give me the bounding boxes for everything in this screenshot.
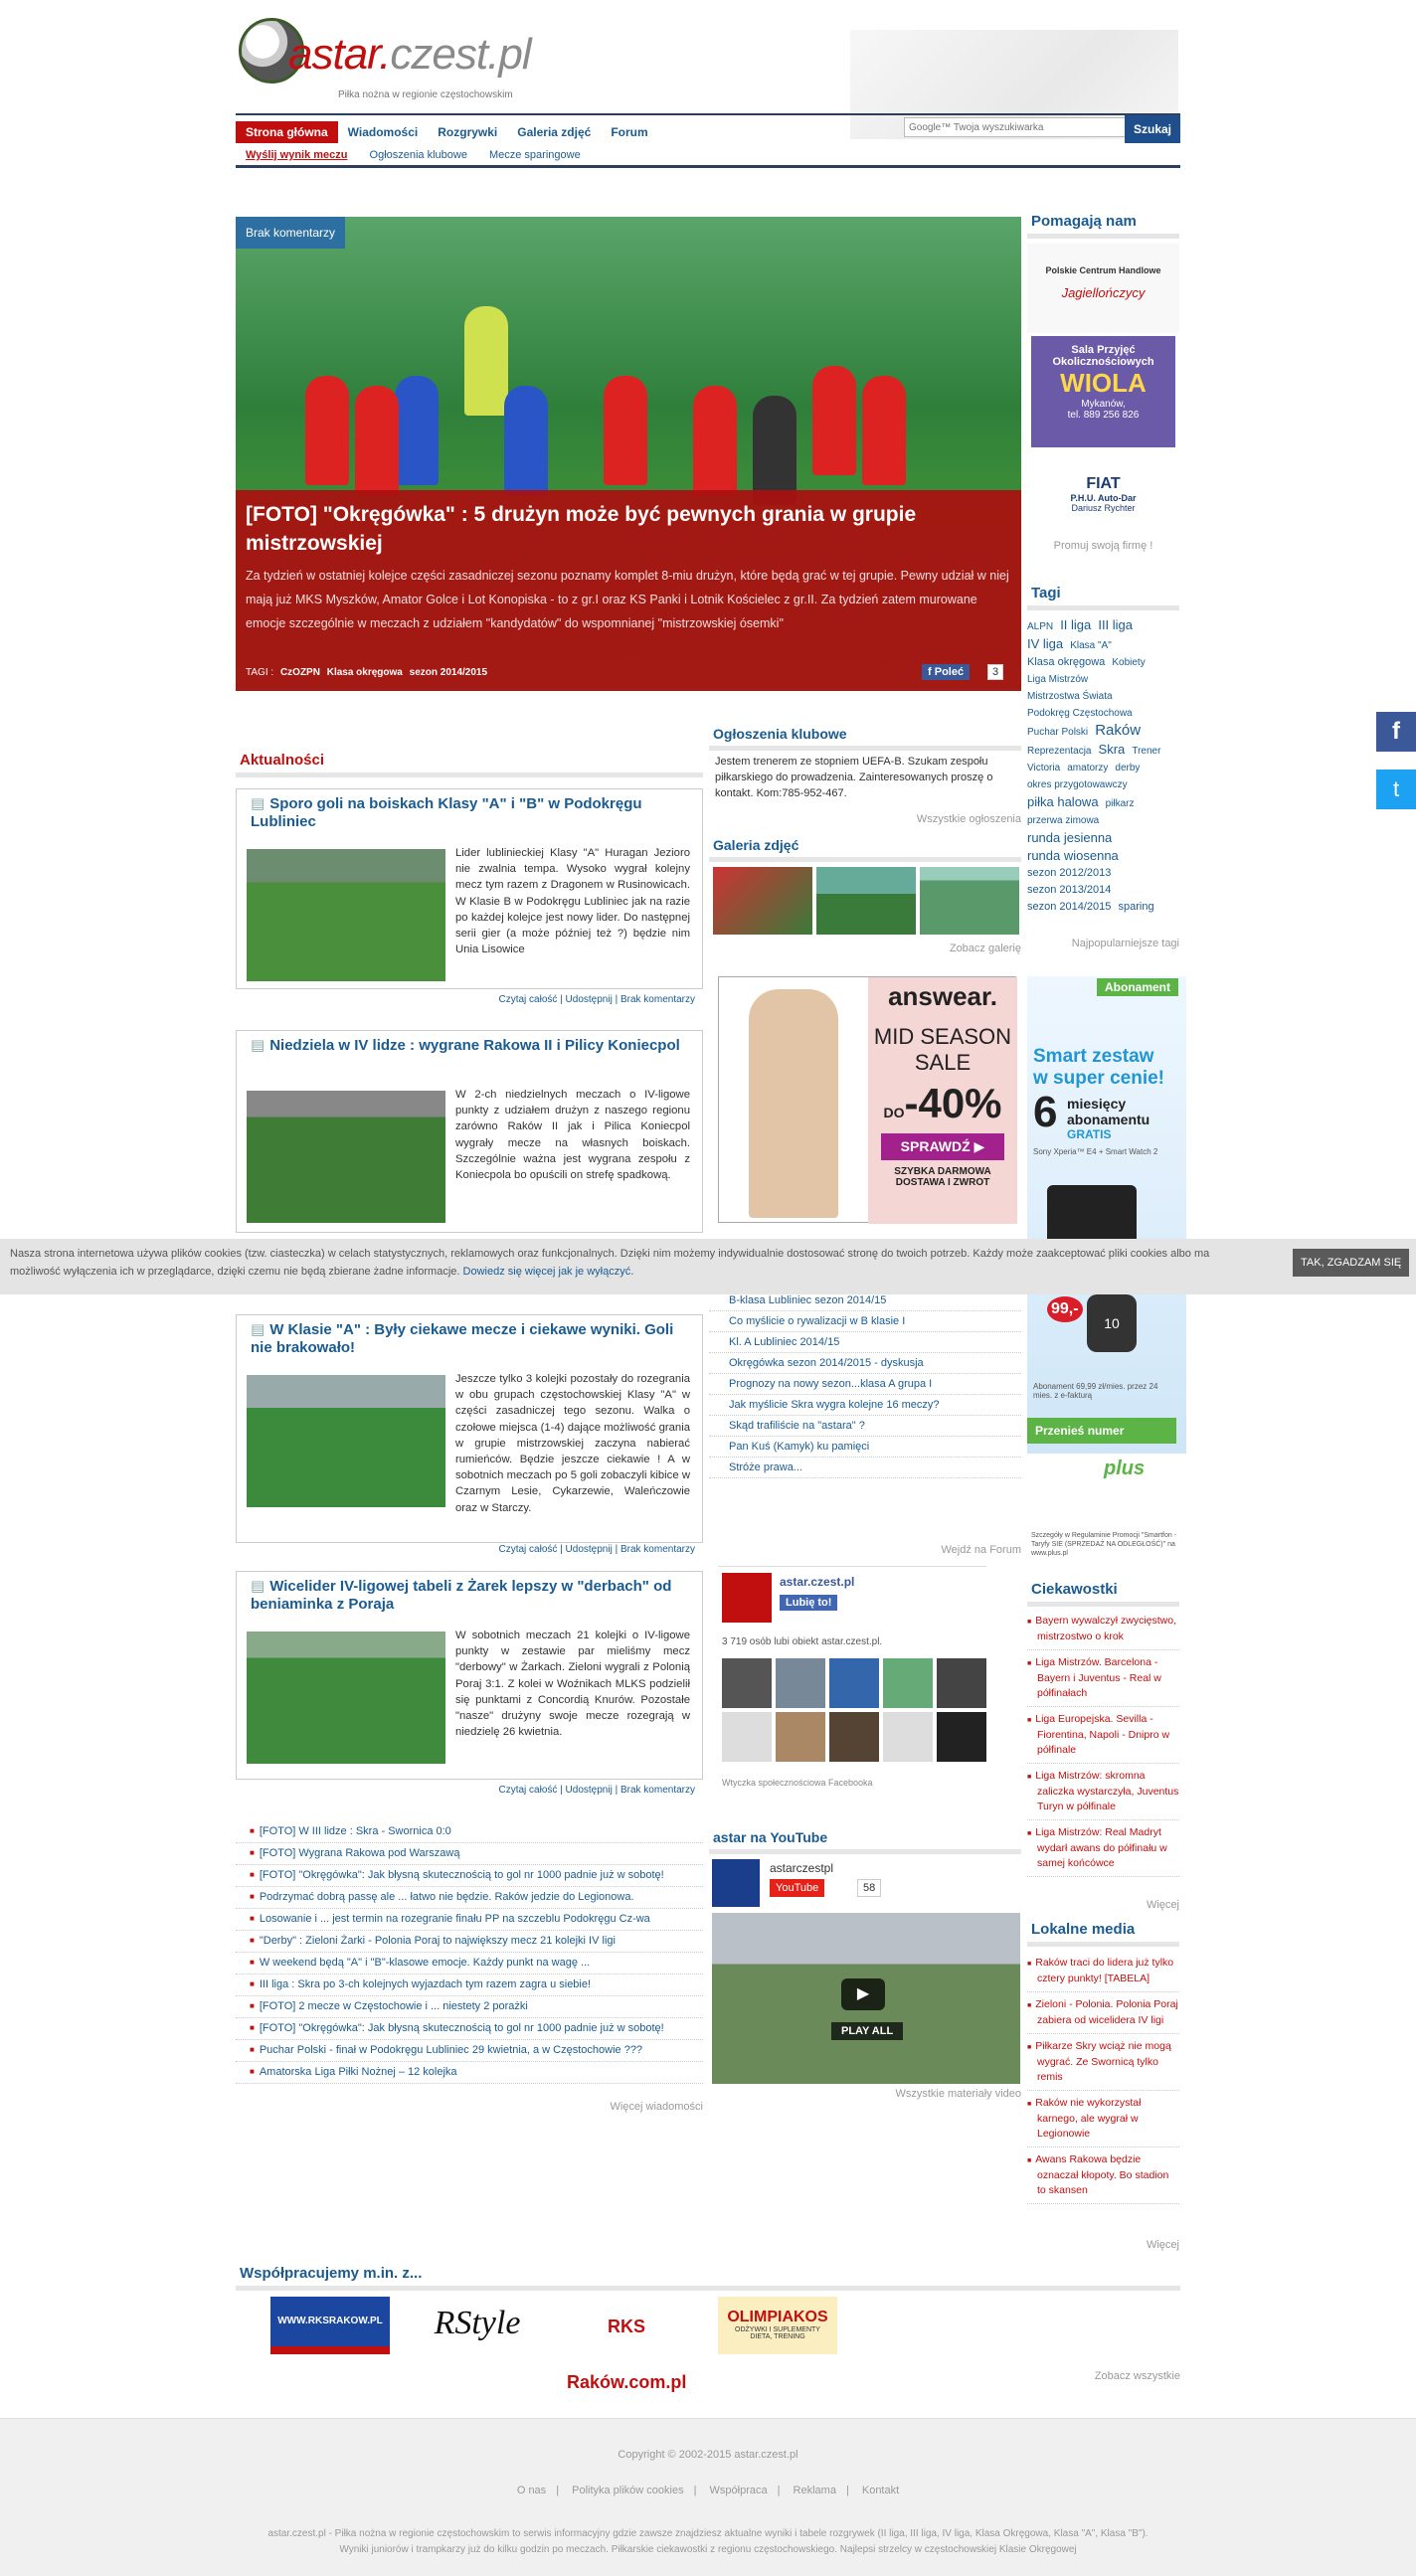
youtube-channel-name[interactable]: astarczestpl xyxy=(770,1861,834,1875)
banner-discount: -40% xyxy=(904,1080,1002,1126)
sponsors-heading: Pomagają nam xyxy=(1027,209,1179,239)
tag-link[interactable]: Reprezentacja xyxy=(1027,746,1092,757)
fb-page-name[interactable]: astar.czest.pl xyxy=(780,1575,855,1589)
tag-link[interactable]: amatorzy xyxy=(1067,763,1109,773)
news-footer[interactable]: Czytaj całość | Udostępnij | Brak komentarzy xyxy=(498,1785,695,1796)
news-heading: Aktualności xyxy=(236,748,703,777)
sponsor-fiat[interactable] xyxy=(1027,465,1179,525)
forum-topic[interactable]: B-klasa Lubliniec sezon 2014/15 xyxy=(709,1290,1021,1311)
hero-slider[interactable] xyxy=(236,217,1021,691)
sponsor-line: Mykanów, xyxy=(1081,399,1126,410)
share-label: Poleć xyxy=(934,666,965,678)
gallery-thumb[interactable] xyxy=(920,867,1019,935)
list-item[interactable]: ■ Amatorska Liga Piłki Nożnej – 12 kolejka xyxy=(236,2062,703,2084)
sponsor-line: WIOLA xyxy=(1060,368,1147,398)
search-box xyxy=(900,115,1178,143)
tag-link[interactable]: sezon 2014/2015 xyxy=(1027,901,1112,913)
youtube-widget xyxy=(712,1859,1020,2084)
list-item[interactable]: ■ Zieloni - Polonia. Polonia Poraj zabiera od wicelidera IV ligi xyxy=(1027,1992,1179,2034)
hero-tag[interactable]: sezon 2014/2015 xyxy=(409,667,488,678)
news-title[interactable]: ▤ Sporo goli na boiskach Klasy "A" i "B" w Podokręgu Lubliniec xyxy=(247,795,692,831)
ad-line: Sony Xperia™ E4 + Smart Watch 2 xyxy=(1033,1147,1158,1156)
nav-gallery[interactable]: Galeria zdjęć xyxy=(517,125,592,139)
ad-line: miesięcy xyxy=(1067,1096,1127,1112)
hero-tag[interactable]: Klasa okręgowa xyxy=(326,667,403,678)
news-thumbnail[interactable] xyxy=(247,849,445,981)
list-item[interactable]: ■ [FOTO] "Okręgówka": Jak błysną skutecznością to gol nr 1000 padnie już w sobotę! xyxy=(236,1865,703,1887)
news-thumbnail[interactable] xyxy=(247,1091,445,1223)
footer-about-2: Wyniki juniorów i trampkarzy już do kilku godzin po meczach. Piłkarskie ciekawostki z regionu częstochowskiego. Najlepsi strzelcy w częstochowskiej Klasie Okręgowej xyxy=(339,2544,1077,2555)
tags-heading: Tagi xyxy=(1027,581,1179,610)
sponsor-line: P.H.U. Auto-Dar xyxy=(1070,493,1137,503)
share-count: 3 xyxy=(987,664,1003,680)
list-item[interactable]: ■ Losowanie i ... jest termin na rozegranie finału PP na szczeblu Podokręgu Cz-wa xyxy=(236,1909,703,1931)
forum-topic[interactable]: Co myślicie o rywalizacji w B klasie I xyxy=(709,1311,1021,1332)
youtube-heading: astar na YouTube xyxy=(709,1825,1021,1854)
plus-ad-banner[interactable] xyxy=(1027,976,1186,1454)
tag-link[interactable]: II liga xyxy=(1060,617,1092,632)
ad-line: abonamentu xyxy=(1067,1112,1150,1127)
tag-link[interactable]: sezon 2012/2013 xyxy=(1027,867,1112,879)
logo-text-1: astar. xyxy=(288,30,391,79)
banner-pre: DO xyxy=(883,1105,905,1120)
list-item[interactable]: ■ Liga Mistrzów: skromna zaliczka wystarczyła, Juventus Turyn w półfinale xyxy=(1027,1764,1179,1820)
cookie-bar xyxy=(0,1239,1416,1294)
hero-tag[interactable]: CzOZPN xyxy=(279,667,320,678)
news-excerpt: W 2-ch niedzielnych meczach o IV-ligowe punkty z udziałem drużyn z naszego regionu zarówno Raków II jak i Pilica Koniecpol wygrały mecze na własnych boiskach. Szczególnie ważna jest wygrana zespołu z Koniecpola bo opuścili on strefę spadkową. xyxy=(455,1089,690,1182)
hero-tags xyxy=(246,667,487,678)
footer-link[interactable]: Reklama xyxy=(793,2485,836,2496)
curiosities-list xyxy=(1027,1609,1179,1877)
list-item[interactable]: ■ Liga Europejska. Sevilla - Fiorentina, Napoli - Dnipro w półfinale xyxy=(1027,1707,1179,1764)
gallery-more-link[interactable]: Zobacz galerię xyxy=(949,943,1021,954)
list-item[interactable]: ■ [FOTO] W III lidze : Skra - Swornica 0:0 xyxy=(236,1821,703,1843)
news-card xyxy=(236,1571,703,1780)
youtube-subscriber-count: 58 xyxy=(857,1879,881,1897)
all-videos-link[interactable]: Wszystkie materiały video xyxy=(895,2088,1021,2100)
list-item[interactable]: ■ Awans Rakowa będzie oznaczał kłopoty. Bo stadion to skansen xyxy=(1027,2147,1179,2204)
forum-topic[interactable]: Jak myślicie Skra wygra kolejne 16 meczy? xyxy=(709,1395,1021,1416)
copyright: Copyright © 2002-2015 astar.czest.pl xyxy=(618,2449,798,2461)
sponsor-line: Dariusz Rychter xyxy=(1071,503,1136,513)
sponsor-jagiellonczycy[interactable] xyxy=(1027,244,1179,333)
tag-link[interactable]: Skra xyxy=(1098,742,1126,757)
tag-link[interactable]: Klasa okręgowa xyxy=(1027,656,1106,668)
more-news-link[interactable]: Więcej wiadomości xyxy=(610,2101,703,2113)
ad-badge: Abonament xyxy=(1097,978,1178,996)
popular-tags-link[interactable]: Najpopularniejsze tagi xyxy=(1071,938,1179,949)
ad-cta-button[interactable]: Przenieś numer xyxy=(1027,1418,1176,1444)
search-input[interactable] xyxy=(904,117,1129,137)
forum-topic[interactable]: Pan Kuś (Kamyk) ku pamięci xyxy=(709,1437,1021,1458)
subnav-send-result[interactable]: Wyślij wynik meczu xyxy=(246,149,348,161)
partner-rakow-com[interactable]: RKS Raków.com.pl xyxy=(567,2317,687,2392)
footer-links: O nas | Polityka plików cookies | Współpraca | Reklama | Kontakt xyxy=(516,2485,900,2496)
gallery-thumb[interactable] xyxy=(816,867,916,935)
fb-like-count: 3 719 osób lubi obiekt astar.czest.pl. xyxy=(722,1636,883,1647)
footer-link[interactable]: Polityka plików cookies xyxy=(572,2485,684,2496)
partners-heading: Współpracujemy m.in. z... xyxy=(236,2261,1180,2291)
list-item[interactable]: ■ [FOTO] "Okręgówka": Jak błysną skutecznością to gol nr 1000 padnie już w sobotę! xyxy=(236,2018,703,2040)
tag-link[interactable]: Kobiety xyxy=(1112,657,1146,668)
local-media-heading: Lokalne media xyxy=(1027,1917,1179,1947)
local-media-more-link[interactable]: Więcej xyxy=(1146,2239,1179,2251)
gallery-thumb[interactable] xyxy=(713,867,812,935)
cookie-accept-button[interactable]: TAK, ZGADZAM SIĘ xyxy=(1293,1249,1409,1277)
nav-competitions[interactable]: Rozgrywki xyxy=(438,125,498,139)
banner-footnote: SZYBKA DARMOWA DOSTAWA I ZWROT xyxy=(894,1166,991,1188)
cookie-message: Nasza strona internetowa używa plików cookies (tzw. ciasteczka) w celach statystycznych, reklamowych oraz funkcjonalnych. Dzięki nim możemy indywidualnie dostosować stronę do twoich potrzeb. Każdy może zaakceptować pliki cookies albo ma możliwość wyłączenia ich w przeglądarce, dzięki czemu nie będą zbierane żadne informacje. xyxy=(10,1248,1210,1278)
club-ads-heading: Ogłoszenia klubowe xyxy=(709,722,1021,751)
youtube-subscribe-button[interactable]: YouTube xyxy=(770,1879,824,1897)
tag-link[interactable]: Raków xyxy=(1095,722,1142,739)
dress-image xyxy=(749,989,838,1218)
news-footer[interactable]: Czytaj całość | Udostępnij | Brak komentarzy xyxy=(498,994,695,1005)
tag-link[interactable]: Mistrzostwa Świata xyxy=(1027,691,1113,702)
facebook-share-button[interactable] xyxy=(922,664,970,680)
tag-link[interactable]: Podokręg Częstochowa xyxy=(1027,708,1133,719)
tag-link[interactable]: IV liga xyxy=(1027,636,1064,651)
search-button[interactable]: Szukaj xyxy=(1125,115,1180,143)
sponsor-name: Jagiellończycy xyxy=(1061,285,1146,300)
banner-cta-button[interactable]: SPRAWDŹ ▶ xyxy=(881,1133,1004,1160)
news-title[interactable]: ▤ Wicelider IV-ligowej tabeli z Żarek lepszy w "derbach" od beniaminka z Poraja xyxy=(247,1578,692,1614)
partner-line: OLIMPIAKOS xyxy=(727,2309,828,2325)
news-excerpt: Jeszcze tylko 3 kolejki pozostały do rozegrania w obu grupach częstochowskiej Klasy "A" w części zasadniczej tego sezonu. Walka o czołowe miejsca (1-4) dające możliwość grania w grupie mistrzowskiej zaczyna nabierać rumieńców. Będzie jeszcze ciekawie ! A w sobotnich meczach po 5 goli zobaczyli kibice w Czarnym Lesie, Cykarzewie, Waleńczowie oraz w Starczy. xyxy=(455,1373,690,1514)
list-item[interactable]: ■ III liga : Skra po 3-ch kolejnych wyjazdach tym razem zagra u siebie! xyxy=(236,1975,703,1996)
ad-fineprint: Szczegóły w Regulaminie Promocji "Smartfon - Taryfy SIE (SPRZEDAŻ NA ODLEGŁOŚĆ)" na www.plus.pl xyxy=(1031,1532,1177,1557)
partner-rstyle[interactable]: RStyle xyxy=(434,2305,521,2341)
answear-banner[interactable] xyxy=(718,976,1016,1223)
sub-nav xyxy=(236,149,1180,168)
sponsor-line: FIAT xyxy=(1086,475,1121,492)
tag-link[interactable]: runda wiosenna xyxy=(1027,848,1119,863)
local-media-list xyxy=(1027,1951,1179,2204)
logo-text-2: czest.pl xyxy=(390,30,531,79)
list-item[interactable]: ■ Raków traci do lidera już tylko cztery punkty! [TABELA] xyxy=(1027,1951,1179,1992)
list-item[interactable]: ■ Piłkarze Skry wciąż nie mogą wygrać. Ze Swornicą tylko remis xyxy=(1027,2034,1179,2091)
facebook-icon[interactable]: f xyxy=(1376,712,1416,752)
news-card xyxy=(236,788,703,989)
news-card xyxy=(236,1314,703,1543)
forum-topic[interactable]: Stróże prawa... xyxy=(709,1458,1021,1478)
tag-link[interactable]: przerwa zimowa xyxy=(1027,815,1100,826)
banner-brand: answear. xyxy=(888,981,997,1011)
news-thumbnail[interactable] xyxy=(247,1631,445,1764)
news-excerpt: Lider lublinieckiej Klasy "A" Huragan Jezioro nie zwalnia tempa. Wysoko wygrał kolejny mecz tym razem z Dragonem w Rusinowicach. W Klasie B w Podokręgu Lubliniec jak na razie po każdej kolejce jest nowy lider. Do następnej serii gier (a może później też ?) będzie nim Unia Lisowice xyxy=(455,847,690,956)
news-list xyxy=(236,1821,703,2084)
footer-link[interactable]: O nas xyxy=(516,2485,547,2496)
footer-link[interactable]: Kontakt xyxy=(861,2485,900,2496)
sponsor-line: tel. 889 256 826 xyxy=(1067,410,1140,421)
curiosities-more-link[interactable]: Więcej xyxy=(1146,1899,1179,1911)
subnav-sparring[interactable]: Mecze sparingowe xyxy=(488,149,581,161)
news-title[interactable]: ▤ W Klasie "A" : Były ciekawe mecze i ciekawe wyniki. Goli nie brakowało! xyxy=(247,1321,692,1357)
tag-link[interactable]: sparing xyxy=(1118,901,1154,913)
list-item[interactable]: ■ Bayern wywalczył zwycięstwo, mistrzostwo o krok xyxy=(1027,1609,1179,1650)
forum-link[interactable]: Wejdź na Forum xyxy=(941,1544,1021,1556)
news-title[interactable]: ▤ Niedziela w IV lidze : wygrane Rakowa II i Pilicy Koniecpol xyxy=(247,1037,692,1055)
sponsor-line: Sala Przyjęć xyxy=(1071,344,1136,356)
footer-about: astar.czest.pl - Piłka nożna w regionie częstochowskim to serwis informacyjny gdzie zawsze znajdziesz aktualne wyniki i tabele rozgrywek (II liga, III liga, IV liga, Klasa Okręgowa, Klasa "A", Klasa "B"). xyxy=(267,2528,1149,2539)
promote-link[interactable]: Promuj swoją firmę ! xyxy=(1053,540,1153,552)
youtube-channel-avatar[interactable] xyxy=(712,1859,760,1907)
site-tagline: Piłka nożna w regionie częstochowskim xyxy=(338,89,513,100)
list-item[interactable]: ■ Raków nie wykorzystał karnego, ale wygrał w Legionowie xyxy=(1027,2091,1179,2147)
tag-link[interactable]: Trener xyxy=(1132,746,1161,757)
hero-title[interactable]: [FOTO] "Okręgówka" : 5 drużyn może być pewnych grania w grupie mistrzowskiej xyxy=(246,503,917,555)
tag-cloud xyxy=(1027,616,1179,916)
partner-rksrakow[interactable]: WWW.RKSRAKOW.PL xyxy=(270,2297,390,2354)
ad-line: w super cenie! xyxy=(1033,1068,1164,1089)
nav-home[interactable]: Strona główna xyxy=(236,121,338,143)
list-item[interactable]: ■ Liga Mistrzów: Real Madryt wydarł awans do półfinału w samej końcówce xyxy=(1027,1820,1179,1877)
banner-line2: SALE xyxy=(914,1050,972,1075)
youtube-player[interactable] xyxy=(712,1913,1020,2084)
news-card xyxy=(236,1030,703,1233)
partner-line: ODŻYWKI I SUPLEMENTY xyxy=(735,2326,820,2333)
sponsor-wiola[interactable] xyxy=(1031,336,1175,447)
ad-line: GRATIS xyxy=(1067,1127,1112,1141)
partners-more-link[interactable]: Zobacz wszystkie xyxy=(1094,2370,1180,2382)
ad-months: 6 xyxy=(1033,1088,1058,1136)
tag-link[interactable]: sezon 2013/2014 xyxy=(1027,884,1112,896)
ad-price: 99,- xyxy=(1047,1296,1083,1322)
tag-link[interactable]: ALPN xyxy=(1027,621,1054,632)
all-ads-link[interactable]: Wszystkie ogłoszenia xyxy=(916,813,1021,825)
forum-topic[interactable]: Kl. A Lubliniec 2014/15 xyxy=(709,1332,1021,1353)
list-item[interactable]: ■ Puchar Polski - finał w Podokręgu Lubliniec 29 kwietnia, a w Częstochowie ??? xyxy=(236,2040,703,2062)
hero-tags-label: TAGI : xyxy=(246,667,274,678)
cookie-text xyxy=(10,1245,1243,1281)
gallery-heading: Galeria zdjęć xyxy=(709,833,1021,862)
twitter-icon[interactable]: t xyxy=(1376,770,1416,809)
tag-link[interactable]: Puchar Polski xyxy=(1027,727,1089,738)
fb-fans-grid xyxy=(722,1658,990,1768)
tag-link[interactable]: runda jesienna xyxy=(1027,830,1113,845)
club-ad-text: Jestem trenerem ze stopniem UEFA-B. Szukam zespołu piłkarskiego do prowadzenia. Zainteresowanych proszę o kontakt. Kom:785-952-467. xyxy=(715,756,993,799)
list-item[interactable]: ■ [FOTO] 2 mecze w Częstochowie i ... niestety 2 porażki xyxy=(236,1996,703,2018)
hero-text: Za tydzień w ostatniej kolejce części zasadniczej sezonu poznamy komplet 8-miu drużyn, które będą grać w tej grupie. Pewny udział w niej mają już MKS Myszków, Amator Golce i Lot Konopiska - to z gr.I oraz KS Panki i Lotnik Kościelec z gr.II. Za tydzień zatem murowane emocje szczególnie w meczach z udziałem "kandydatów" do wspomnianej "mistrzowskiej ósemki" xyxy=(246,569,1009,630)
watch-image: 10 xyxy=(1087,1294,1137,1352)
facebook-widget xyxy=(718,1566,986,1788)
forum-topic[interactable]: Prognozy na nowy sezon...klasa A grupa I xyxy=(709,1374,1021,1395)
fb-plugin-note: Wtyczka społecznościowa Facebooka xyxy=(722,1778,873,1788)
ad-subtext: Abonament 69,99 zł/mies. przez 24 mies. z e-fakturą xyxy=(1033,1382,1158,1400)
list-item[interactable]: ■ [FOTO] Wygrana Rakowa pod Warszawą xyxy=(236,1843,703,1865)
partner-line: DIETA, TRENING xyxy=(750,2333,805,2340)
tag-link[interactable]: piłka halowa xyxy=(1027,794,1099,809)
hero-comments-badge[interactable]: Brak komentarzy xyxy=(236,217,345,249)
tag-link[interactable]: piłkarz xyxy=(1105,798,1135,809)
tag-link[interactable]: Victoria xyxy=(1027,763,1061,773)
tag-link[interactable]: Liga Mistrzów xyxy=(1027,674,1089,685)
play-all-button[interactable]: PLAY ALL xyxy=(831,2022,903,2040)
plus-logo[interactable]: plus xyxy=(1104,1458,1146,1479)
hero-photo xyxy=(275,257,972,495)
list-item[interactable]: ■ Liga Mistrzów. Barcelona - Bayern i Juventus - Real w półfinałach xyxy=(1027,1650,1179,1707)
tag-link[interactable]: derby xyxy=(1115,763,1141,773)
tag-link[interactable]: okres przygotowawczy xyxy=(1027,779,1128,790)
facebook-icon: f xyxy=(928,666,935,678)
nav-news[interactable]: Wiadomości xyxy=(347,125,419,139)
banner-line1: MID SEASON xyxy=(873,1024,1012,1049)
list-item[interactable]: ■ Podrzymać dobrą passę ale ... łatwo nie będzie. Raków jedzie do Legionowa. xyxy=(236,1887,703,1909)
ad-line: Smart zestaw xyxy=(1033,1046,1154,1067)
news-excerpt: W sobotnich meczach 21 kolejki o IV-ligowe punkty w zestawie par mieliśmy mecz "derbowy" w Żarkach. Zieloni wygrali z Polonią Poraj 3:1. Z kolei w Woźnikach MLKS podzielił się punktami z Concordią Knurów. Pozostałe "nasze" drużyny swoje mecze rozegrają w niedzielę 26 kwietnia. xyxy=(455,1630,690,1739)
list-item[interactable]: ■ "Derby" : Zieloni Żarki - Polonia Poraj to największy mecz 21 kolejki IV ligi xyxy=(236,1931,703,1953)
fb-page-avatar[interactable] xyxy=(722,1573,772,1623)
forum-topic[interactable]: Okręgówka sezon 2014/2015 - dyskusja xyxy=(709,1353,1021,1374)
news-thumbnail[interactable] xyxy=(247,1375,445,1507)
footer-link[interactable]: Współpraca xyxy=(709,2485,768,2496)
sponsor-label: Polskie Centrum Handlowe xyxy=(1045,265,1161,275)
tag-link[interactable]: III liga xyxy=(1098,617,1134,632)
list-item[interactable]: ■ W weekend będą "A" i "B"-klasowe emocje. Każdy punkt na wagę ... xyxy=(236,1953,703,1975)
site-logo[interactable] xyxy=(239,18,577,107)
curiosities-heading: Ciekawostki xyxy=(1027,1577,1179,1607)
footer xyxy=(0,2418,1416,2576)
tag-link[interactable]: Klasa "A" xyxy=(1070,640,1112,651)
fb-like-button[interactable]: Lubię to! xyxy=(780,1595,837,1611)
play-icon[interactable]: ▶ xyxy=(841,1978,885,2010)
cookie-more-link[interactable]: Dowiedz się więcej jak je wyłączyć. xyxy=(462,1266,634,1278)
forum-list xyxy=(709,1290,1021,1478)
forum-topic[interactable]: Skąd trafiliście na "astara" ? xyxy=(709,1416,1021,1437)
subnav-club-ads[interactable]: Ogłoszenia klubowe xyxy=(369,149,467,161)
nav-forum[interactable]: Forum xyxy=(611,125,648,139)
partner-olimpiakos[interactable] xyxy=(718,2297,837,2354)
hero-caption xyxy=(236,490,1021,691)
gallery-thumbs xyxy=(709,867,1021,935)
news-footer[interactable]: Czytaj całość | Udostępnij | Brak komentarzy xyxy=(498,1544,695,1555)
sponsor-line: Okolicznościowych xyxy=(1052,356,1154,368)
